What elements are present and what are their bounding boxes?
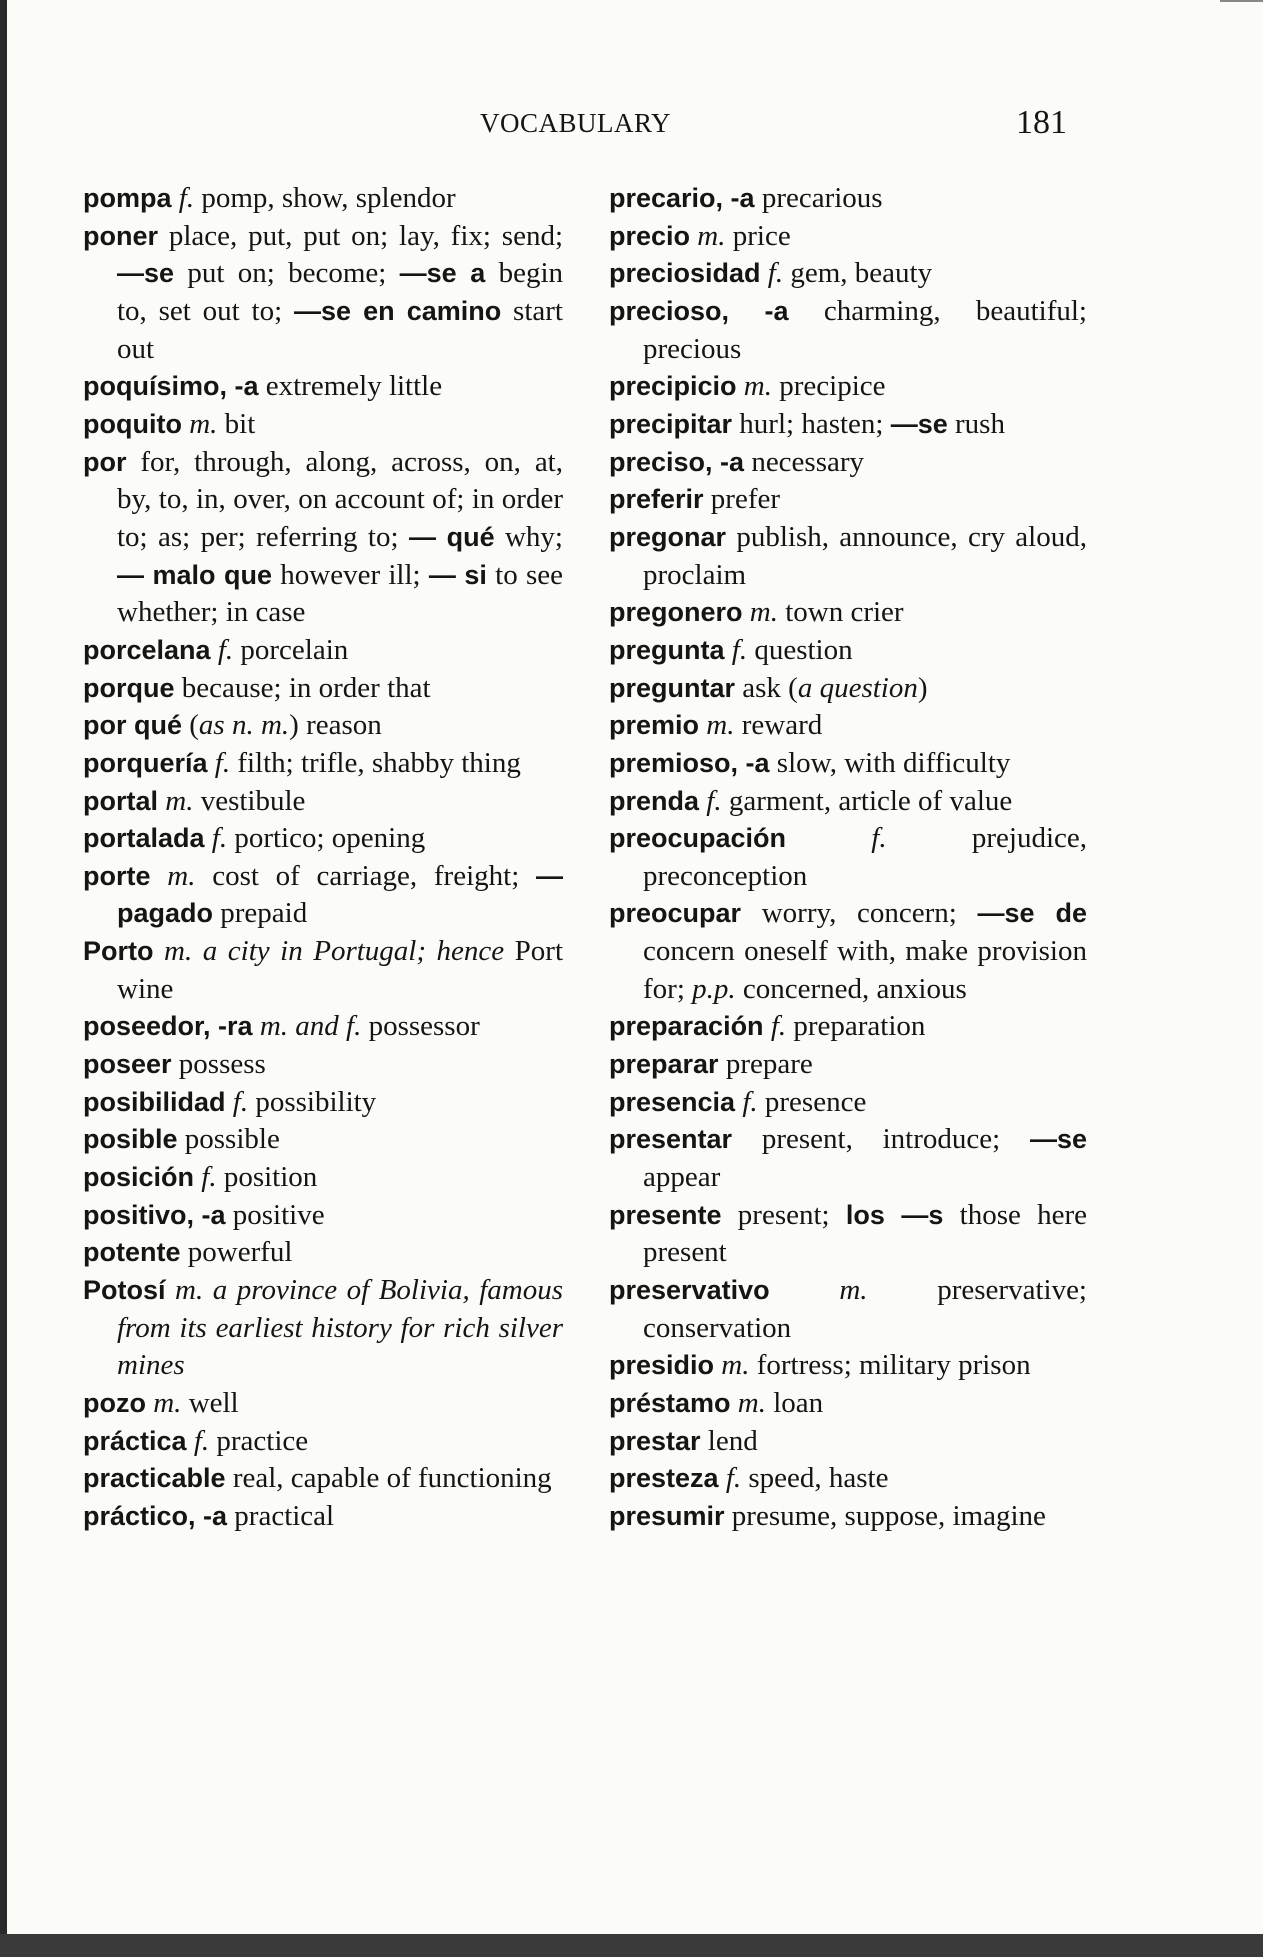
entry-headword: pregonero: [609, 597, 743, 628]
vocabulary-entry: [83, 783, 563, 821]
entry-headword: los —s: [845, 1199, 944, 1230]
entry-headword: positivo, -a: [83, 1199, 226, 1230]
entry-headword: poseedor, -ra: [83, 1011, 253, 1042]
vocabulary-entry: [609, 1423, 1087, 1461]
entry-grammar: m.: [189, 407, 218, 440]
entry-headword: preocupar: [609, 898, 742, 929]
entry-definition: portico; opening: [227, 822, 426, 855]
vocabulary-entry: [83, 406, 563, 444]
entry-headword: premioso, -a: [609, 747, 770, 778]
vocabulary-entry: [609, 1460, 1087, 1498]
vocabulary-entry: [83, 632, 563, 670]
vocabulary-entry: [609, 444, 1087, 482]
entry-grammar: m.: [721, 1349, 750, 1382]
entry-definition: vestibule: [193, 784, 306, 817]
entry-headword: pregonar: [609, 521, 727, 552]
entry-grammar: m.: [749, 596, 778, 629]
vocabulary-entry: [609, 632, 1087, 670]
entry-definition: appear: [643, 1161, 721, 1194]
entry-definition: precarious: [754, 182, 883, 214]
entry-headword: práctico, -a: [83, 1500, 228, 1531]
vocabulary-entry: [83, 368, 563, 406]
entry-definition: why;: [494, 520, 563, 553]
entry-definition: put on; become;: [174, 257, 400, 290]
entry-definition: prepaid: [213, 897, 308, 930]
entry-headword: pregunta: [609, 634, 725, 665]
entry-definition: [764, 1010, 771, 1042]
vocabulary-entry: [83, 1234, 563, 1272]
entry-definition: to see whether; in case: [117, 558, 563, 629]
entry-definition: necessary: [744, 445, 865, 478]
entry-definition: [172, 182, 179, 214]
entry-definition: possible: [177, 1123, 280, 1156]
entry-grammar: m.: [697, 219, 726, 252]
entry-definition: [719, 1462, 726, 1494]
entry-definition: possessor: [361, 1010, 480, 1043]
entry-definition: present;: [721, 1198, 846, 1231]
entry-headword: preguntar: [609, 672, 736, 703]
entry-definition: [208, 747, 215, 779]
entry-headword: presidio: [609, 1350, 715, 1381]
entry-headword: portal: [83, 785, 159, 816]
entry-definition: [770, 1274, 840, 1306]
entry-headword: premio: [609, 710, 700, 741]
entry-headword: presumir: [609, 1500, 725, 1531]
entry-definition: town crier: [777, 596, 904, 629]
entry-headword: poquísimo, -a: [83, 371, 259, 402]
vocabulary-entry: [83, 745, 563, 783]
entry-definition: [725, 634, 732, 666]
entry-grammar: f.: [742, 1085, 758, 1118]
entry-definition: presence: [757, 1085, 867, 1118]
entry-grammar: f.: [706, 784, 722, 817]
entry-headword: — qué: [408, 521, 495, 552]
entry-headword: precioso, -a: [609, 295, 789, 326]
entry-definition: (: [182, 709, 199, 742]
vocabulary-entry: [83, 670, 563, 708]
vocabulary-entry: [609, 180, 1087, 218]
entry-headword: practicable: [83, 1463, 226, 1494]
entry-headword: Potosí: [83, 1275, 166, 1306]
entry-grammar: p.p.: [692, 972, 736, 1005]
entry-headword: —se a: [399, 258, 486, 289]
entry-headword: preservativo: [609, 1275, 770, 1306]
vocabulary-entry: [83, 1084, 563, 1122]
entry-definition: concern oneself with, make provision for;: [643, 935, 1087, 1005]
entry-definition: charming, beautiful; precious: [643, 294, 1087, 365]
entry-definition: ask (: [735, 671, 798, 704]
entry-headword: preocupación: [609, 823, 787, 854]
entry-grammar: m.: [737, 1387, 766, 1419]
entry-headword: —se de: [977, 898, 1087, 929]
entry-headword: presencia: [609, 1086, 736, 1117]
entry-headword: prenda: [609, 785, 700, 816]
entry-definition: rush: [947, 407, 1005, 440]
entry-headword: preciso, -a: [609, 446, 745, 477]
vocabulary-entry: [609, 519, 1087, 594]
entry-definition: [203, 1274, 213, 1306]
vocabulary-entry: [83, 444, 563, 632]
vocabulary-entry: [609, 255, 1087, 293]
vocabulary-entry: [83, 1272, 563, 1385]
entry-headword: precario, -a: [609, 183, 755, 213]
entry-headword: por: [83, 446, 127, 477]
vocabulary-entry: [83, 858, 563, 933]
entry-grammar: f.: [770, 1010, 787, 1043]
entry-headword: prestar: [609, 1425, 701, 1456]
vocabulary-entry: [609, 1197, 1087, 1272]
vocabulary-entry: [609, 707, 1087, 745]
entry-grammar: m.: [743, 370, 772, 403]
vocabulary-entry: [83, 1460, 563, 1498]
vocabulary-entry: [609, 218, 1087, 256]
vocabulary-entry: [609, 1347, 1087, 1385]
entry-definition: hurl; hasten;: [732, 407, 891, 440]
entry-headword: potente: [83, 1237, 181, 1268]
entry-headword: —se en camino: [294, 295, 502, 326]
vocabulary-entry: [609, 820, 1087, 895]
entry-definition: precipice: [772, 370, 886, 403]
vocabulary-entry: [609, 1385, 1087, 1423]
page-number: 181: [1016, 104, 1067, 141]
entry-headword: —se: [117, 258, 175, 289]
entry-definition: pomp, show, splendor: [194, 182, 456, 214]
entry-headword: preciosidad: [609, 258, 761, 289]
entry-definition: preparation: [786, 1010, 926, 1043]
vocabulary-entry: [83, 1008, 563, 1046]
entry-grammar: f.: [214, 746, 231, 779]
entry-headword: poseer: [83, 1049, 172, 1080]
entry-definition: because; in order that: [174, 671, 431, 704]
vocabulary-entry: [609, 745, 1087, 783]
entry-grammar: m.: [706, 709, 735, 742]
vocabulary-entry: [83, 933, 563, 1008]
entry-definition: preservative; conservation: [643, 1274, 1087, 1344]
entry-grammar: f.: [725, 1462, 742, 1495]
vocabulary-entry: [609, 895, 1087, 1008]
entry-definition: [737, 370, 744, 402]
entry-headword: pozo: [83, 1388, 146, 1418]
entry-headword: presteza: [609, 1463, 719, 1494]
vocabulary-entry: [83, 1121, 563, 1159]
entry-definition: extremely little: [258, 370, 443, 403]
entry-definition: [205, 822, 212, 854]
entry-definition: however ill;: [272, 558, 429, 591]
entry-definition: positive: [225, 1198, 325, 1231]
vocabulary-entry: [609, 594, 1087, 632]
entry-definition: bit: [217, 407, 256, 440]
entry-headword: preferir: [609, 484, 704, 515]
entry-grammar: f.: [193, 1424, 210, 1457]
entry-grammar: m.: [839, 1274, 868, 1307]
entry-definition: question: [747, 633, 853, 666]
vocabulary-column-right: [609, 180, 1087, 1536]
entry-headword: — si: [428, 559, 487, 590]
entry-grammar: m.: [167, 859, 196, 892]
entry-headword: posibilidad: [83, 1086, 226, 1117]
entry-grammar: f.: [201, 1161, 217, 1194]
entry-definition: fortress; military prison: [749, 1349, 1031, 1382]
vocabulary-entry: [609, 1272, 1087, 1347]
scan-edge-left: [0, 0, 7, 1957]
entry-headword: por qué: [83, 710, 182, 741]
entry-headword: porquería: [83, 747, 208, 778]
vocabulary-entry: [609, 406, 1087, 444]
entry-definition: present, introduce;: [732, 1123, 1030, 1156]
entry-definition: begin to, set out to;: [117, 257, 564, 327]
entry-headword: —se: [890, 408, 948, 439]
entry-headword: presentar: [609, 1124, 733, 1155]
entry-definition: [166, 1274, 176, 1306]
entry-headword: porte: [83, 860, 151, 891]
entry-definition: prepare: [718, 1048, 813, 1081]
entry-definition: start out: [117, 294, 563, 365]
entry-definition: cost of carriage, freight;: [195, 859, 537, 892]
vocabulary-entry: [83, 180, 563, 218]
entry-definition: those here present: [643, 1198, 1087, 1269]
vocabulary-entry: [83, 1159, 563, 1197]
entry-definition: price: [725, 219, 791, 252]
entry-headword: preparación: [609, 1011, 764, 1042]
entry-definition: [187, 1425, 194, 1457]
entry-headword: —se: [1029, 1124, 1087, 1155]
entry-definition: loan: [766, 1387, 824, 1419]
entry-headword: préstamo: [609, 1388, 731, 1418]
vocabulary-column-left: [83, 180, 563, 1536]
entry-definition: practice: [209, 1424, 309, 1457]
entry-definition: well: [181, 1387, 239, 1419]
entry-definition: [154, 935, 165, 967]
entry-grammar: f.: [871, 822, 887, 855]
entry-headword: poquito: [83, 408, 182, 439]
entry-definition: [211, 634, 218, 666]
entry-grammar: f.: [232, 1085, 249, 1118]
entry-headword: poner: [83, 220, 159, 251]
running-head: [0, 104, 1263, 148]
entry-definition: publish, announce, cry aloud, proclaim: [643, 520, 1087, 591]
entry-grammar: m.: [175, 1274, 204, 1307]
entry-headword: porcelana: [83, 634, 211, 665]
vocabulary-entry: [609, 1084, 1087, 1122]
vocabulary-entry: [83, 1423, 563, 1461]
entry-headword: porque: [83, 672, 175, 703]
scan-edge-top: [1220, 0, 1263, 2]
vocabulary-entry: [609, 783, 1087, 821]
entry-headword: precipicio: [609, 371, 737, 402]
entry-definition: worry, concern;: [741, 897, 978, 930]
vocabulary-entry: [609, 293, 1087, 368]
vocabulary-entry: [609, 1498, 1087, 1536]
entry-grammar: m. and f.: [259, 1010, 362, 1043]
entry-definition: presume, suppose, imagine: [724, 1499, 1046, 1532]
entry-grammar: f.: [178, 182, 195, 214]
entry-headword: — malo que: [117, 559, 273, 590]
entry-headword: — pagado: [117, 860, 564, 929]
entry-definition: [226, 1086, 233, 1118]
entry-definition: powerful: [180, 1236, 293, 1269]
entry-definition: gem, beauty: [783, 257, 933, 290]
entry-headword: precio: [609, 220, 691, 251]
entry-italic-note: a question: [797, 671, 918, 704]
entry-definition: concerned, anxious: [735, 972, 967, 1005]
vocabulary-entry: [83, 1385, 563, 1423]
scan-edge-bottom: [0, 1934, 1263, 1957]
entry-grammar: f.: [211, 822, 228, 855]
entry-headword: pompa: [83, 183, 172, 213]
entry-definition: [743, 596, 750, 628]
entry-definition: filth; trifle, shabby thing: [230, 746, 521, 779]
entry-definition: [786, 822, 871, 854]
vocabulary-entry: [83, 820, 563, 858]
entry-definition: practical: [227, 1499, 335, 1532]
vocabulary-entry: [609, 368, 1087, 406]
vocabulary-entry: [609, 1008, 1087, 1046]
entry-definition: ) reason: [289, 709, 382, 742]
entry-definition: prefer: [703, 483, 781, 516]
vocabulary-entry: [83, 1498, 563, 1536]
vocabulary-entry: [609, 670, 1087, 708]
entry-definition: Port wine: [117, 935, 564, 1005]
entry-grammar: f.: [767, 257, 784, 290]
entry-grammar: m.: [165, 784, 194, 817]
entry-definition: slow, with difficulty: [769, 746, 1011, 779]
entry-definition: speed, haste: [741, 1462, 889, 1495]
entry-grammar: m.: [153, 1387, 182, 1419]
entry-definition: possibility: [248, 1085, 377, 1118]
entry-headword: práctica: [83, 1425, 187, 1456]
entry-definition: for, through, along, across, on, at, by, to, in, over, on account of; in order to; as; per; referring to;: [117, 445, 563, 553]
entry-definition: reward: [734, 709, 823, 742]
entry-definition: porcelain: [233, 633, 349, 666]
entry-grammar: f.: [731, 633, 748, 666]
entry-headword: presente: [609, 1199, 722, 1230]
entry-headword: preparar: [609, 1049, 719, 1080]
entry-definition: [151, 860, 168, 892]
entry-definition: [253, 1010, 260, 1042]
entry-italic-note: a province of Bolivia, famous from its earliest history for rich silver mines: [117, 1274, 564, 1382]
vocabulary-entry: [83, 1197, 563, 1235]
running-head-title: VOCABULARY: [480, 108, 672, 138]
entry-definition: [731, 1387, 738, 1419]
vocabulary-entry: [83, 218, 563, 369]
entry-headword: posible: [83, 1124, 178, 1155]
vocabulary-entry: [609, 1121, 1087, 1196]
vocabulary-entry: [609, 1046, 1087, 1084]
entry-grammar: m.: [164, 935, 193, 968]
entry-definition: [192, 935, 203, 967]
entry-definition: possess: [171, 1048, 266, 1081]
entry-definition: garment, article of value: [721, 784, 1013, 817]
entry-definition: [761, 257, 768, 289]
vocabulary-entry: [83, 1046, 563, 1084]
entry-definition: real, capable of functioning: [225, 1462, 552, 1495]
entry-definition: lend: [700, 1424, 758, 1457]
entry-headword: posición: [83, 1162, 195, 1193]
entry-italic-note: a city in Portugal; hence: [202, 935, 505, 968]
entry-definition: ): [917, 671, 928, 704]
entry-grammar: as n. m.: [198, 709, 290, 742]
entry-headword: precipitar: [609, 408, 733, 439]
entry-grammar: f.: [217, 633, 234, 666]
entry-definition: place, put, put on; lay, fix; send;: [158, 219, 563, 252]
entry-definition: prejudice, preconception: [643, 822, 1088, 892]
entry-definition: position: [216, 1161, 318, 1194]
entry-headword: Porto: [83, 936, 154, 967]
vocabulary-entry: [83, 707, 563, 745]
entry-headword: portalada: [83, 823, 205, 854]
vocabulary-entry: [609, 481, 1087, 519]
